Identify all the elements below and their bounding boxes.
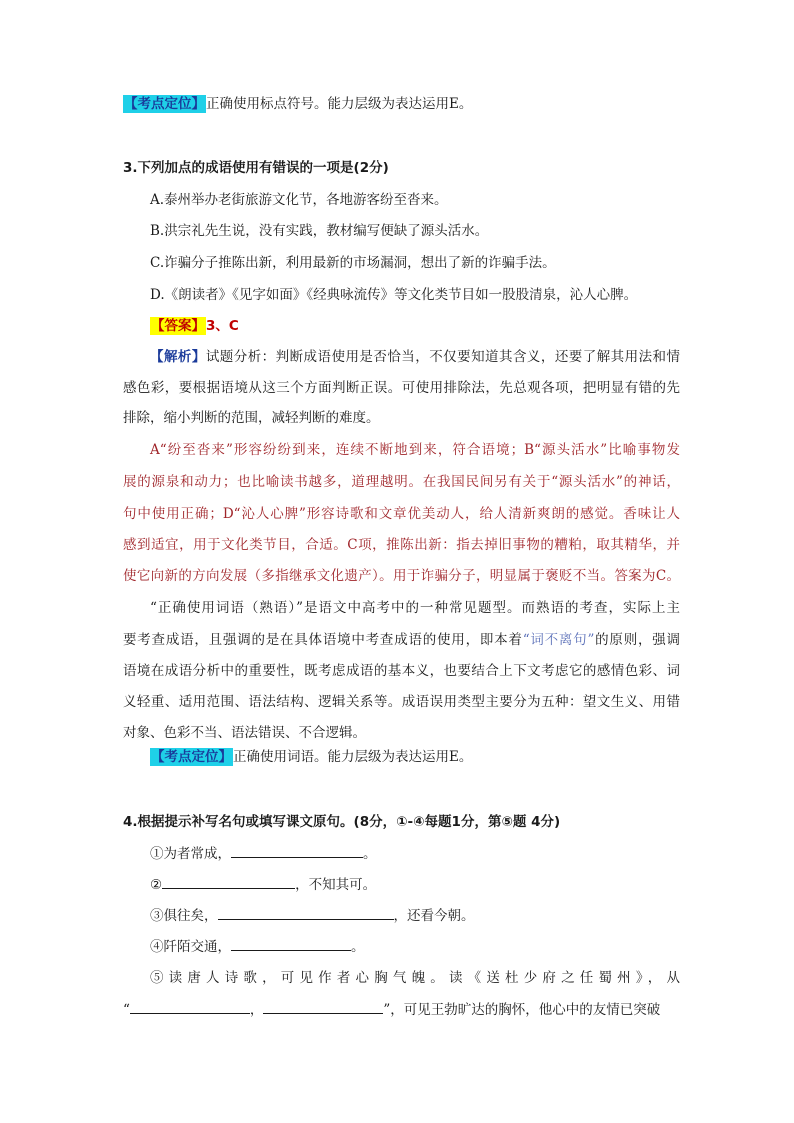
q3-detail-line-2: 展的源泉和动力；也比喻读书越多，道理越明。在我国民间另有关于“源头活水”的神话， <box>123 474 680 490</box>
exam-point-tag: 【考点定位】 <box>124 96 205 112</box>
analysis-tag: 【解析】 <box>150 349 206 365</box>
q2-reference-line <box>123 94 472 114</box>
q4-item-5-tail: ”，可见王勃旷达的胸怀，他心中的友情已突破 <box>383 1002 661 1018</box>
summary-line-2-post: 的原则，强调 <box>594 632 681 648</box>
q3-summary-line-2 <box>123 630 680 650</box>
q3-detail-line-5: 使它向新的方向发展（多指继承文化遗产）。用于诈骗分子，明显属于褒贬不当。答案为C。 <box>123 568 680 584</box>
q3-analysis-line-3: 排除，缩小判断的范围，减轻判断的难度。 <box>123 410 380 426</box>
answer-blank[interactable] <box>263 999 383 1014</box>
q4-item-4-end: 。 <box>351 939 365 955</box>
q3-option-c: C.诈骗分子推陈出新，利用最新的市场漏洞，想出了新的诈骗手法。 <box>150 255 556 271</box>
q3-option-b: B.洪宗礼先生说，没有实践，教材编写便缺了源头活水。 <box>150 223 489 239</box>
q4-item-5-line-1: ⑤读唐人诗歌，可见作者心胸气魄。读《送杜少府之任蜀州》，从 <box>150 970 680 986</box>
exam-point-text: 正确使用标点符号。能力层级为表达运用E。 <box>206 96 473 112</box>
q4-item-4-prompt: ④阡陌交通， <box>150 939 231 955</box>
q3-detail-line-4: 感到适宜，用于文化类节目，合适。C项，推陈出新：指去掉旧事物的糟粕，取其精华，并 <box>123 537 680 553</box>
exam-point-text-2: 正确使用词语。能力层级为表达运用E。 <box>233 749 473 765</box>
q4-item-1-end: 。 <box>363 846 377 862</box>
q4-item-3-end: ，还看今朝。 <box>393 908 475 924</box>
q3-analysis-line-1 <box>150 347 680 367</box>
open-quote: “ <box>123 1002 130 1018</box>
summary-line-2-pre: 要考查成语，且强调的是在具体语境中考查成语的使用，即本着 <box>123 632 523 648</box>
q4-item-3-prompt: ③俱往矣， <box>150 908 218 924</box>
q3-option-a: A.泰州举办老街旅游文化节，各地游客纷至沓来。 <box>150 192 448 208</box>
q4-item-1 <box>150 843 377 864</box>
q4-item-1-prompt: ①为者常成， <box>150 846 231 862</box>
answer-blank[interactable] <box>231 936 351 951</box>
answer-tag: 【答案】 <box>151 318 205 334</box>
q4-item-4 <box>150 936 365 957</box>
q4-item-2-prompt: ② <box>150 877 163 893</box>
answer-blank[interactable] <box>162 874 295 889</box>
q3-summary-line-3: 语境在成语分析中的重要性，既考虑成语的基本义，也要结合上下文考虑它的感情色彩、词 <box>123 663 680 679</box>
q4-item-3 <box>150 905 475 926</box>
answer-blank[interactable] <box>130 999 250 1014</box>
q4-item-5-line-2 <box>123 999 660 1020</box>
q4-title: 4.根据提示补写名句或填写课文原句。(8分，①-④每题1分，第⑤题 4分) <box>123 814 561 830</box>
q3-summary-line-5: 对象、色彩不当、语法错误、不合逻辑。 <box>123 725 366 741</box>
analysis-text-1: 试题分析：判断成语使用是否恰当，不仅要知道其含义，还要了解其用法和情 <box>205 349 681 365</box>
exam-point-tag-2: 【考点定位】 <box>151 749 232 765</box>
q3-option-d: D.《朗读者》《见字如面》《经典咏流传》等文化类节目如一股股清泉，沁人心脾。 <box>150 287 638 303</box>
q3-title: 3.下列加点的成语使用有错误的一项是(2分) <box>123 160 389 176</box>
q4-item-2-end: ，不知其可。 <box>295 877 377 893</box>
q3-reference-line <box>150 747 472 767</box>
answer-blank[interactable] <box>231 843 363 858</box>
summary-quote: “词不离句” <box>522 632 595 648</box>
q3-detail-line-3: 句中使用正确；D“沁人心脾”形容诗歌和文章优美动人，给人清新爽朗的感觉。香味让人 <box>123 506 680 522</box>
q4-item-2 <box>150 874 376 895</box>
answer-blank[interactable] <box>218 905 394 920</box>
comma: ， <box>249 1002 264 1018</box>
q3-summary-line-4: 义轻重、适用范围、语法结构、逻辑关系等。成语误用类型主要分为五种：望文生义、用错 <box>123 694 680 710</box>
q3-summary-line-1: “正确使用词语（熟语）”是语文中高考中的一种常见题型。而熟语的考查，实际上主 <box>150 600 680 616</box>
q3-analysis-line-2: 感色彩，要根据语境从这三个方面判断正误。可使用排除法，先总观各项，把明显有错的先 <box>123 380 680 396</box>
answer-text: 3、C <box>206 318 239 334</box>
q3-detail-line-1: A“纷至沓来”形容纷纷到来，连续不断地到来，符合语境；B“源头活水”比喻事物发 <box>150 442 680 458</box>
q3-answer-line <box>150 316 239 336</box>
